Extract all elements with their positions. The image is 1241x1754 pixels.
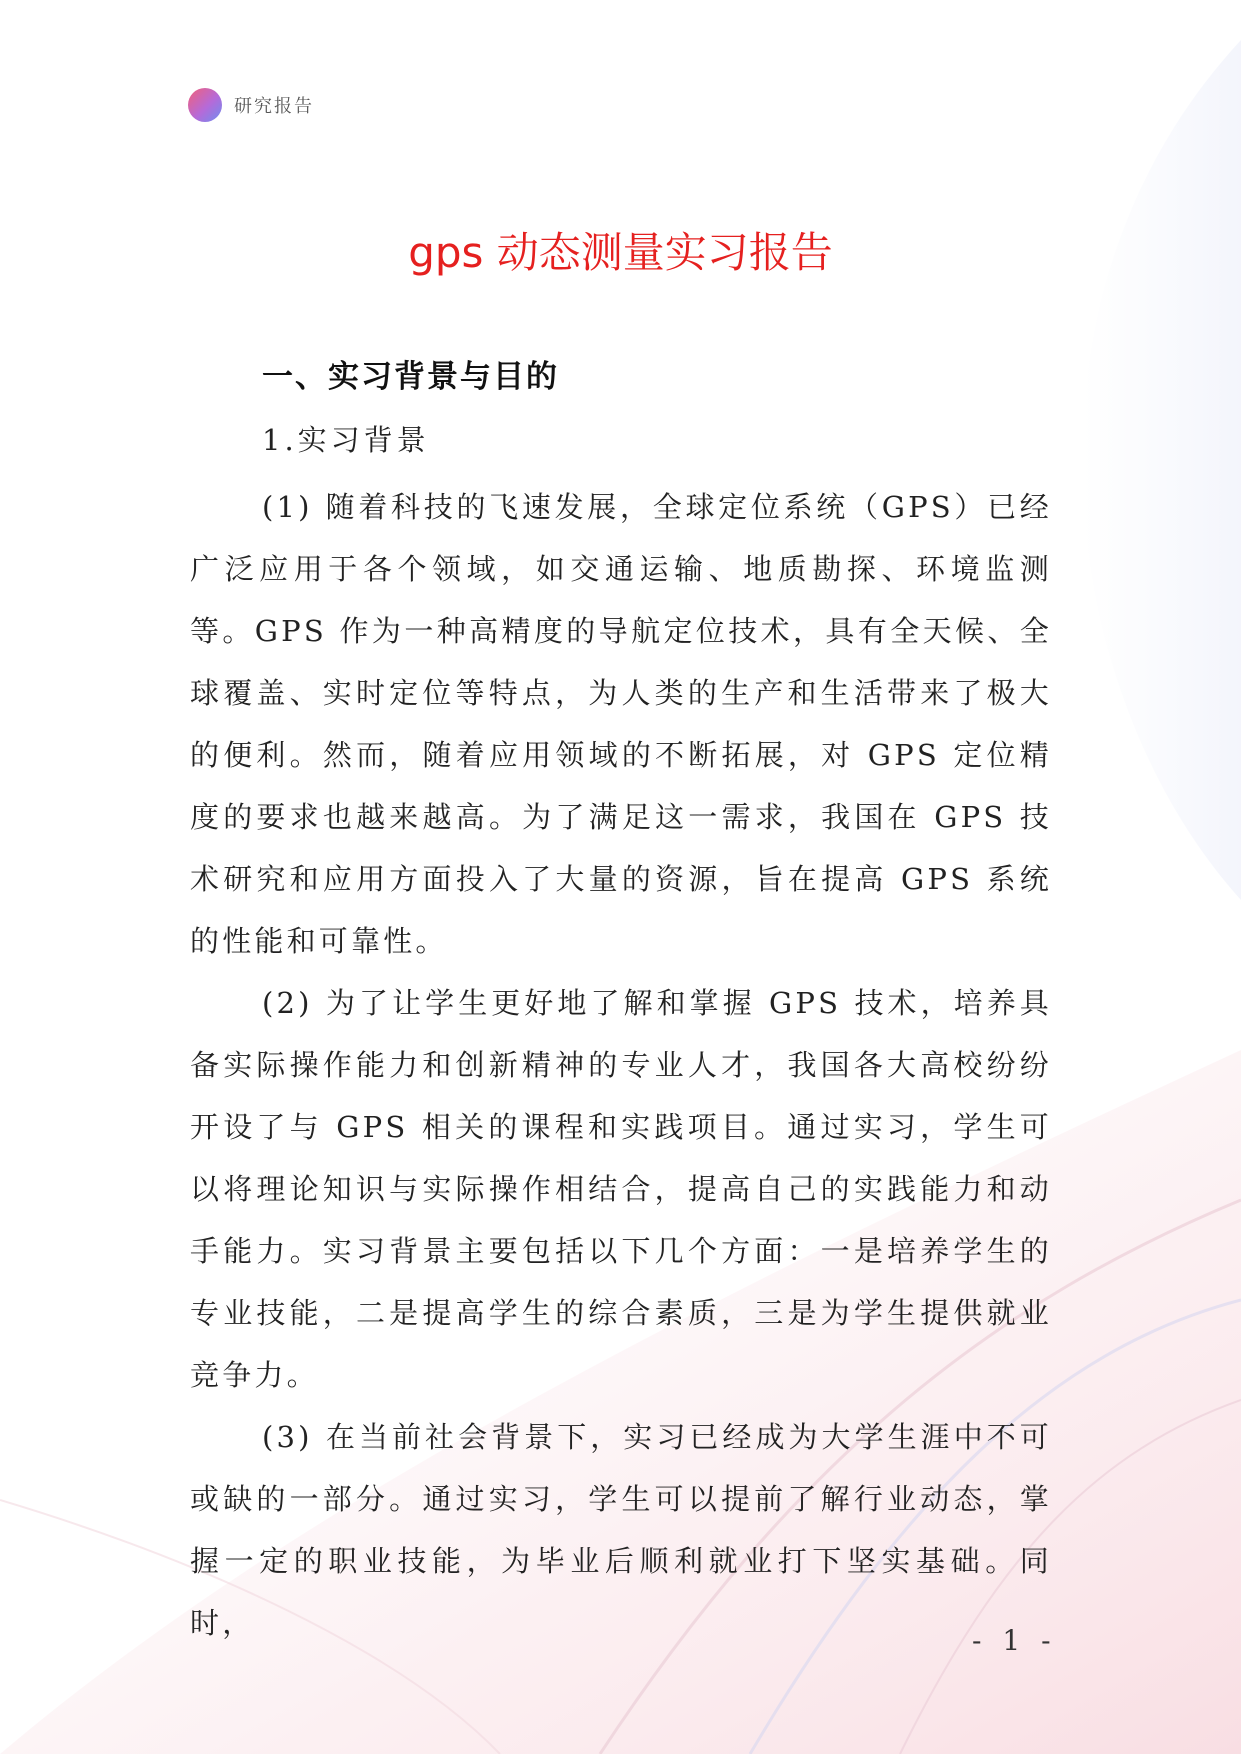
page-header [188, 88, 314, 122]
logo-circle-icon [188, 88, 222, 122]
page-number: - 1 - [972, 1624, 1057, 1657]
paragraph-1: (1) 随着科技的飞速发展，全球定位系统（GPS）已经广泛应用于各个领域，如交通运输、地质勘探、环境监测等。GPS 作为一种高精度的导航定位技术，具有全天候、全球覆盖、实时定位等特点，为人类的生产和生活带来了极大的便利。然而，随着应用领域的不断拓展，对 GPS 定位精度的要求也越来越高。为了满足这一需求，我国在 GPS 技术研究和应用方面投入了大量的资源，旨在提高 GPS 系统的性能和可靠性。 [190, 490, 1052, 958]
paragraph-2: (2) 为了让学生更好地了解和掌握 GPS 技术，培养具备实际操作能力和创新精神的专业人才，我国各大高校纷纷开设了与 GPS 相关的课程和实践项目。通过实习，学生可以将理论知识与实际操作相结合，提高自己的实践能力和动手能力。实习背景主要包括以下几个方面：一是培养学生的专业技能，二是提高学生的综合素质，三是为学生提供就业竞争力。 [190, 986, 1052, 1392]
paragraph-3: (3) 在当前社会背景下，实习已经成为大学生涯中不可或缺的一部分。通过实习，学生可以提前了解行业动态，掌握一定的职业技能，为毕业后顺利就业打下坚实基础。同时， [190, 1420, 1052, 1640]
document-body [190, 352, 1052, 1654]
document-title: gps 动态测量实习报告 [408, 228, 833, 277]
sub-heading: 1.实习背景 [262, 423, 430, 457]
section-heading: 一、实习背景与目的 [262, 359, 559, 395]
header-label: 研究报告 [234, 96, 314, 117]
